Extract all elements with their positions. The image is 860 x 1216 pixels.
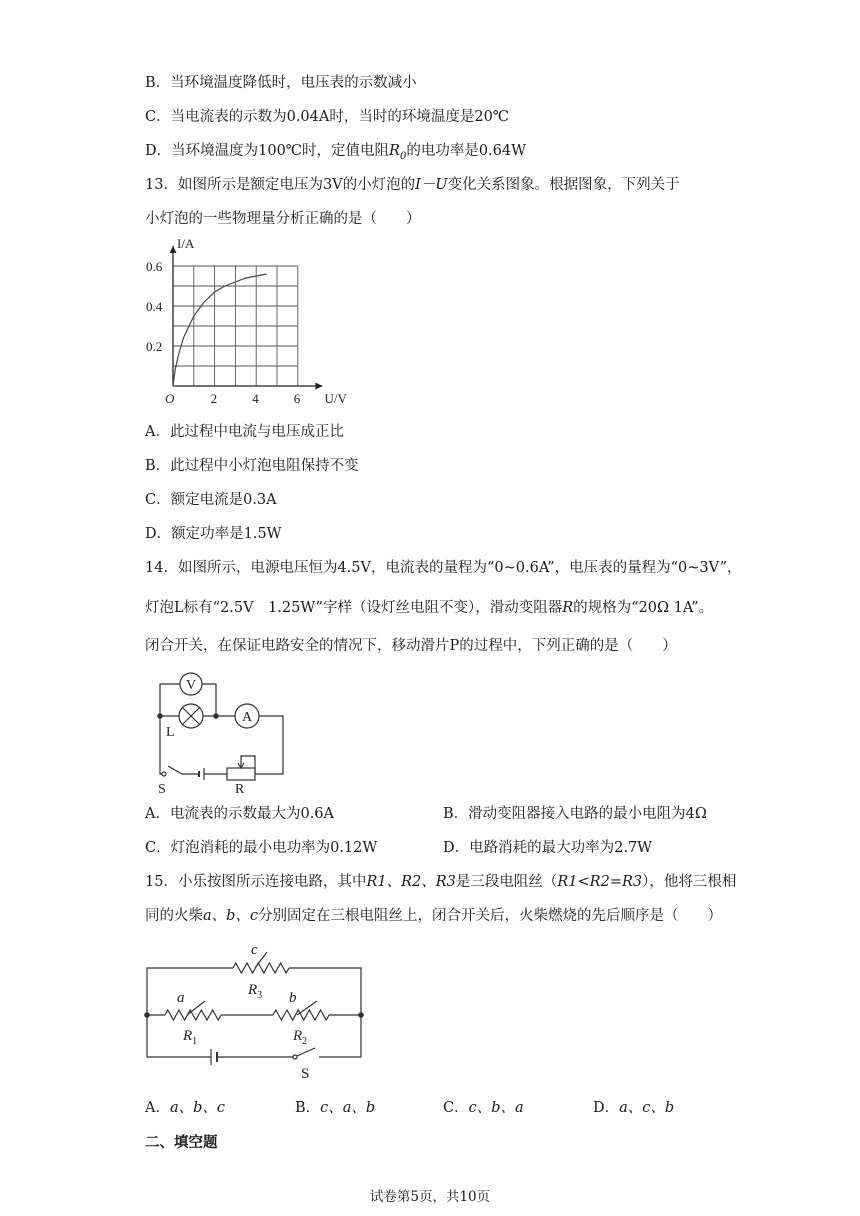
q13-option-c: C．额定电流是0.3A bbox=[145, 492, 277, 508]
label-b: b bbox=[289, 990, 297, 1006]
q14-option-c: C．灯泡消耗的最小电功率为0.12W bbox=[145, 840, 378, 856]
match-a bbox=[187, 1001, 205, 1015]
q15-option-b: B．c、a、b bbox=[295, 1100, 376, 1116]
x-axis-arrow bbox=[315, 383, 322, 390]
lamp-label: L bbox=[166, 725, 175, 740]
chart-grid bbox=[173, 266, 298, 386]
q13-option-d: D．额定功率是1.5W bbox=[145, 526, 282, 542]
lamp-cross bbox=[183, 708, 199, 724]
y-tick-label: 0.2 bbox=[146, 339, 163, 354]
section-title: 二、填空题 bbox=[145, 1135, 218, 1151]
x-tick-label: 4 bbox=[252, 391, 259, 406]
chart-curve bbox=[173, 274, 267, 386]
y-tick-label: 0.6 bbox=[146, 259, 163, 274]
label-c: c bbox=[251, 942, 258, 958]
wire-voltmeter-left bbox=[160, 684, 180, 716]
switch-pivot bbox=[293, 1055, 297, 1059]
wire-top-right bbox=[289, 968, 361, 1015]
q13-stem-line2: 小灯泡的一些物理量分析正确的是（ ） bbox=[145, 211, 421, 227]
q14-option-a: A．电流表的示数最大为0.6A bbox=[145, 806, 335, 822]
q13-stem-line1: 13．如图所示是额定电压为3V的小灯泡的I－U变化关系图象。根据图象，下列关于 bbox=[145, 177, 680, 193]
y-axis-arrow bbox=[170, 246, 177, 253]
q15-option-a: A．a、b、c bbox=[145, 1100, 226, 1116]
label-r3: $R_3$ bbox=[248, 982, 263, 1001]
q12-option-c: C．当电流表的示数为0.04A时，当时的环境温度是20℃ bbox=[145, 109, 510, 125]
junction-right bbox=[214, 714, 218, 718]
wire-right-side bbox=[255, 716, 283, 774]
junction-left bbox=[145, 1013, 149, 1017]
chart-origin-label: O bbox=[165, 391, 175, 406]
label-r2: $R_2$ bbox=[293, 1028, 308, 1047]
chart-ticks bbox=[146, 259, 301, 406]
label-s: S bbox=[301, 1066, 310, 1082]
chart-x-label: U/V bbox=[324, 391, 347, 406]
rheostat-label: R bbox=[235, 782, 245, 797]
q15-stem-line1: 15．小乐按图所示连接电路，其中R1、R2、R3是三段电阻丝（R1<R2=R3），他将三根相 bbox=[145, 874, 737, 890]
x-tick-label: 6 bbox=[293, 391, 301, 406]
resistor-r1-coil bbox=[165, 1010, 221, 1020]
junction-right bbox=[359, 1013, 363, 1017]
page-footer: 试卷第5页，共10页 bbox=[369, 1189, 491, 1205]
y-tick-label: 0.4 bbox=[146, 299, 163, 314]
q13-option-a: A．此过程中电流与电压成正比 bbox=[145, 424, 344, 440]
x-tick-label: 2 bbox=[210, 391, 218, 406]
switch-pivot bbox=[162, 772, 166, 776]
q14-stem-line1: 14．如图所示，电源电压恒为4.5V，电流表的量程为“0~0.6A”，电压表的量程为“0~3V”， bbox=[145, 560, 742, 576]
q14-stem-line3: 闭合开关，在保证电路安全的情况下，移动滑片P的过程中，下列正确的是（ ） bbox=[145, 638, 677, 654]
q14-option-d: D．电路消耗的最大功率为2.7W bbox=[443, 840, 653, 856]
wire-left-side bbox=[160, 716, 162, 774]
label-a: a bbox=[177, 990, 185, 1006]
q12-option-d: D．当环境温度为100℃时，定值电阻$R_0$的电功率是0.64W bbox=[145, 143, 527, 162]
wire-voltmeter-right bbox=[202, 684, 216, 716]
junction-left bbox=[158, 714, 162, 718]
ammeter-label: A bbox=[242, 710, 253, 725]
q12-option-b: B．当环境温度降低时，电压表的示数减小 bbox=[145, 75, 417, 91]
iu-curve-chart bbox=[140, 238, 360, 408]
q14-stem-line2: 灯泡L标有“2.5V 1.25W”字样（设灯丝电阻不变），滑动变阻器R的规格为“20Ω 1A”。 bbox=[145, 600, 714, 616]
q15-stem-line2: 同的火柴a、b、c分别固定在三根电阻丝上，闭合开关后，火柴燃烧的先后顺序是（ ） bbox=[145, 908, 723, 924]
rheostat-body bbox=[227, 768, 255, 780]
label-r1: $R_1$ bbox=[183, 1028, 198, 1047]
switch-blade bbox=[168, 766, 182, 774]
wire-top-left bbox=[147, 968, 233, 1015]
chart-y-label: I/A bbox=[177, 236, 195, 251]
switch-blade bbox=[297, 1048, 315, 1056]
switch-label: S bbox=[158, 782, 166, 797]
wire-bottom-right bbox=[319, 1015, 361, 1057]
resistor-r3-coil bbox=[233, 963, 289, 973]
wire-bottom-left bbox=[147, 1015, 211, 1057]
q15-circuit-diagram bbox=[143, 940, 373, 1080]
voltmeter-label: V bbox=[186, 678, 197, 693]
match-b bbox=[297, 1001, 317, 1015]
q14-option-b: B．滑动变阻器接入电路的最小电阻为4Ω bbox=[443, 806, 707, 822]
q14-circuit-diagram bbox=[150, 668, 300, 797]
q13-option-b: B．此过程中小灯泡电阻保持不变 bbox=[145, 458, 359, 474]
q15-option-c: C．c、b、a bbox=[443, 1100, 524, 1116]
q15-option-d: D．a、c、b bbox=[593, 1100, 675, 1116]
